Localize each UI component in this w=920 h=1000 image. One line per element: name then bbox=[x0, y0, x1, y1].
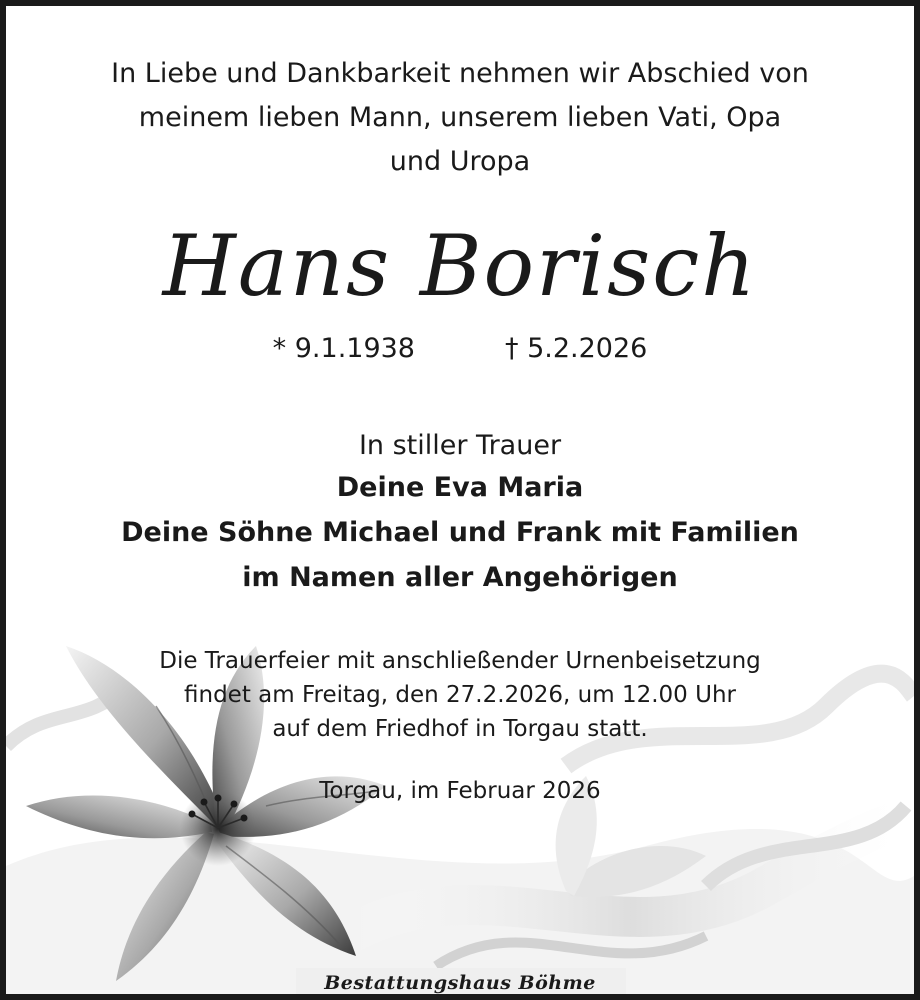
intro-line-3: und Uropa bbox=[389, 146, 531, 177]
mourners-heading: In stiller Trauer bbox=[358, 430, 562, 461]
intro-line-2: meinem lieben Mann, unserem lieben Vati, Opa bbox=[138, 102, 782, 133]
ceremony-line-1: Die Trauerfeier mit anschließender Urnenbeisetzung bbox=[159, 648, 761, 674]
ceremony-line-3: auf dem Friedhof in Torgau statt. bbox=[272, 716, 648, 742]
mourner-line-2: Deine Söhne Michael und Frank mit Familien bbox=[121, 517, 799, 548]
death-date: † 5.2.2026 bbox=[505, 333, 648, 364]
mourner-line-1: Deine Eva Maria bbox=[336, 472, 584, 503]
funeral-home-name: Bestattungshaus Böhme bbox=[324, 972, 596, 994]
deceased-name: Hans Borisch bbox=[162, 217, 758, 315]
ceremony-line-2: findet am Freitag, den 27.2.2026, um 12.00 Uhr bbox=[184, 682, 736, 708]
life-dates bbox=[6, 332, 914, 366]
mourner-line-3: im Namen aller Angehörigen bbox=[242, 562, 678, 593]
place-date: Torgau, im Februar 2026 bbox=[319, 778, 601, 804]
intro-line-1: In Liebe und Dankbarkeit nehmen wir Abschied von bbox=[111, 58, 809, 89]
birth-date: * 9.1.1938 bbox=[272, 333, 415, 364]
